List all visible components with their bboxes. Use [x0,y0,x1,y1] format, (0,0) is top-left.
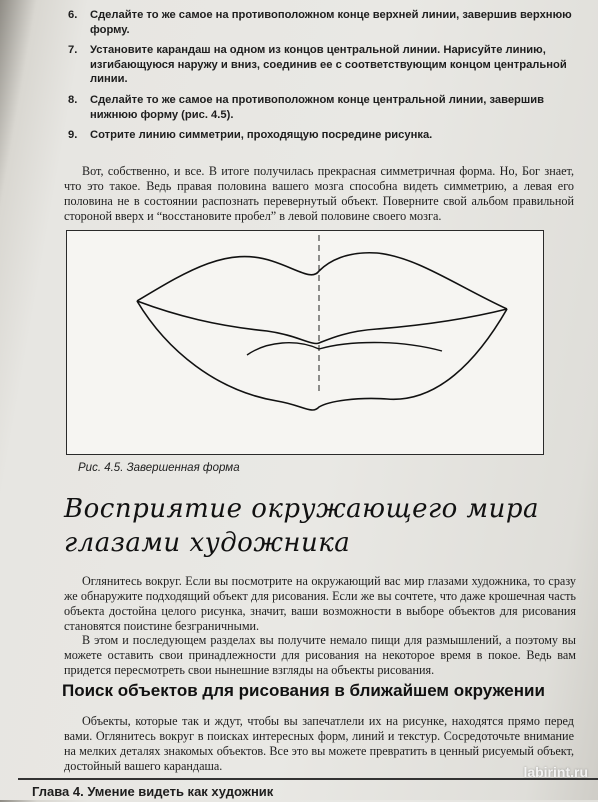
step-item [68,128,573,143]
section-paragraph: Оглянитесь вокруг. Если вы посмотрите на окружающий вас мир глазами художника, то сразу же обнаружите подходящий объект для рисования. Если же вы сочтете, что даже крошечная часть объекта достойна целого рисунка, значит, ваши возможности в выборе объектов для рисования становятся поистине безграничными. [64,574,576,633]
section-title: Восприятие окружающего мира глазами художника [64,494,539,558]
lips-figure [66,230,544,455]
lips-drawing [67,231,543,454]
step-text: Сотрите линию симметрии, проходящую посредине рисунка. [90,129,433,142]
footer-chapter: Глава 4. Умение видеть как художник [32,784,274,799]
step-item [68,43,573,87]
step-number: 6. [68,9,78,21]
step-text: Установите карандаш на одном из концов центральной линии. Нарисуйте линию, изгибающуюся наружу и вниз, соединив ее с соответствующим концом центральной линии. [90,44,567,86]
watermark-logo: labirint.ru [523,764,588,780]
step-text: Сделайте то же самое на противоположном конце верхней линии, завершив верхнюю форму. [90,9,572,36]
intro-paragraph: Вот, собственно, и все. В итоге получилась прекрасная симметричная форма. Но, Бог знает, что это такое. Ведь правая половина вашего мозга способна видеть симметрию, а левая его половина не в состоянии распознать перевернутый объект. Поверните свой альбом правильной стороной вверх и “восстановите пробел” в левой половине своего мозга. [64,164,574,223]
numbered-steps [68,8,573,149]
subsection-paragraph: Объекты, которые так и ждут, чтобы вы запечатлели их на рисунке, находятся прямо перед вами. Оглянитесь вокруг в поисках интересных форм, линий и текстур. Сосредоточьте внимание на мелких деталях знакомых объектов. Все это вы можете превратить в ценный рисуемый объект, достойный вашего карандаша. [64,714,574,773]
subsection-title: Поиск объектов для рисования в ближайшем окружении [62,681,545,700]
section-paragraph: В этом и последующем разделах вы получите немало пищи для размышлений, а поэтому вы можете оставить свои принадлежности для рисования на некоторое время в покое. Ведь вам придется пересмотреть свои нынешние взгляды на объекты рисования. [64,633,576,677]
figure-caption: Рис. 4.5. Завершенная форма [78,462,240,474]
page-footer [18,778,598,802]
step-item [68,8,573,37]
step-number: 7. [68,44,78,57]
upper-lip-outline [137,253,507,309]
lower-lip-inner [247,343,442,356]
book-page [18,0,598,800]
step-number: 9. [68,129,78,142]
step-text: Сделайте то же самое на противоположном конце центральной линии, завершив нижнюю форму (рис. 4.5). [90,93,544,121]
mouth-line [137,301,507,344]
lower-lip-outline [137,301,507,410]
step-number: 8. [68,93,78,106]
step-item [68,93,573,122]
